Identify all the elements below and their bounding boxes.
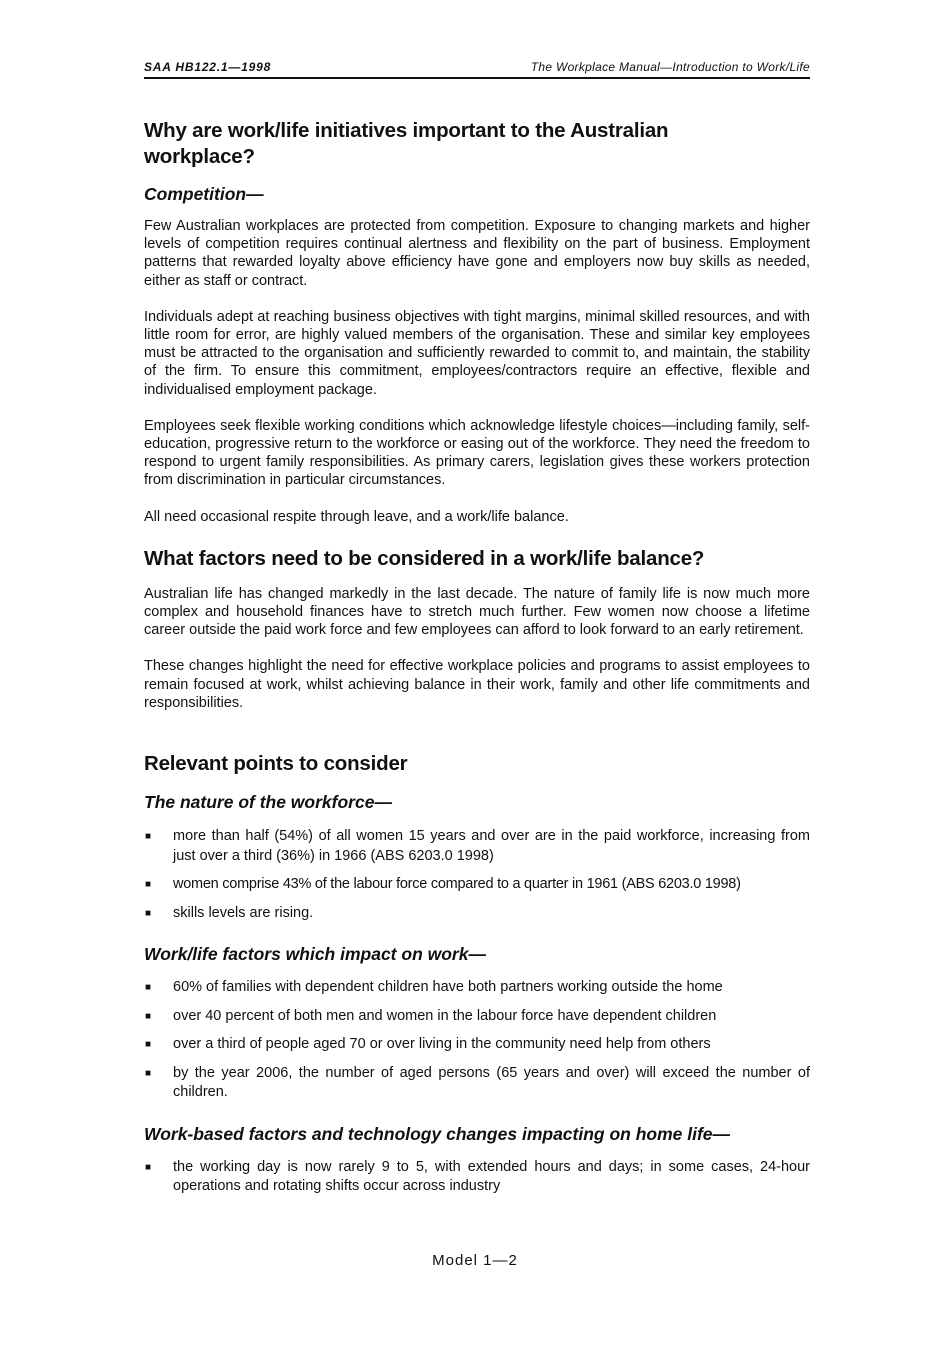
bullet-list-workbased [144,1158,810,1197]
list-item-text: 60% of families with dependent children have both partners working outside the home [173,979,723,996]
list-item-text: the working day is now rarely 9 to 5, with extended hours and days; in some cases, 24-hour operations and rotating shifts occur across industry [173,1158,810,1195]
section-heading-why-initiatives: Why are work/life initiatives important to the Australian workplace? [144,119,669,168]
list-item [144,1158,810,1197]
subheading-workbased-factors: Work-based factors and technology changes impacting on home life— [144,1123,731,1144]
list-item [144,875,810,895]
document-title: The Workplace Manual—Introduction to Work/Life [530,60,810,74]
paragraph: Individuals adept at reaching business objectives with tight margins, minimal skilled resources, and with little room for error, are highly valued members of the organisation. These and similar key employees must be attracted to the organisation and sufficiently rewarded to commit to, and maintain, the stability of the firm. To ensure this commitment, employees/contractors require an effective, flexible and individualised employment package. [144,308,810,398]
list-item [144,978,810,998]
section-heading-relevant-points: Relevant points to consider [144,752,408,776]
bullet-icon: ■ [145,907,152,919]
list-item [144,827,810,866]
list-item-text: by the year 2006, the number of aged persons (65 years and over) will exceed the number of children. [173,1064,810,1101]
paragraph: Employees seek flexible working conditions which acknowledge lifestyle choices—including family, self-education, progressive return to the workforce or easing out of the workforce. They need the freedom to respond to urgent family responsibilities. As primary carers, legislation gives these workers protection from discrimination in particular circumstances. [144,417,810,489]
paragraph: All need occasional respite through leave, and a work/life balance. [144,508,569,525]
list-item-text: women comprise 43% of the labour force compared to a quarter in 1961 (ABS 6203.0 1998) [173,876,741,893]
page-number: Model 1—2 [432,1252,518,1269]
bullet-icon: ■ [145,1010,152,1022]
bullet-icon: ■ [145,982,152,994]
section-heading-factors: What factors need to be considered in a work/life balance? [144,546,705,570]
list-item-text: over 40 percent of both men and women in the labour force have dependent children [173,1007,717,1024]
bullet-list-worklife [144,978,810,1103]
subheading-competition: Competition— [144,184,264,204]
list-item [144,1035,810,1055]
bullet-icon: ■ [145,879,152,891]
paragraph: These changes highlight the need for effective workplace policies and programs to assist employees to remain focused at work, whilst achieving balance in their work, family and other life commitments and responsibilities. [144,658,810,711]
paragraph: Australian life has changed markedly in the last decade. The nature of family life is now much more complex and household finances have to stretch much further. Few women now choose a lifetime career outside the paid work force and few employees can afford to look forward to an early retirement. [144,585,810,639]
subheading-nature-of-workforce: The nature of the workforce— [144,792,392,813]
subheading-worklife-factors: Work/life factors which impact on work— [144,944,486,965]
list-item [144,1007,810,1027]
list-item [144,904,810,924]
list-item-text: over a third of people aged 70 or over living in the community need help from others [173,1036,711,1053]
list-item-text: more than half (54%) of all women 15 years and over are in the paid workforce, increasing from just over a third (36%) in 1966 (ABS 6203.0 1998) [173,828,810,864]
bullet-icon: ■ [145,1067,152,1079]
document-page [144,60,810,1197]
list-item-text: skills levels are rising. [173,904,314,921]
running-header [144,60,810,79]
document-id: SAA HB122.1—1998 [144,60,272,74]
bullet-icon: ■ [145,1161,152,1173]
paragraph: Few Australian workplaces are protected from competition. Exposure to changing markets and higher levels of competition requires continual alertness and flexibility on the part of business. Employment patterns that rewarded loyalty above efficiency have gone and employers now buy skills as needed, either as staff or contract. [144,218,810,289]
bullet-icon: ■ [145,1039,152,1051]
bullet-icon: ■ [145,831,152,843]
list-item [144,1064,810,1103]
bullet-list-workforce [144,827,810,923]
